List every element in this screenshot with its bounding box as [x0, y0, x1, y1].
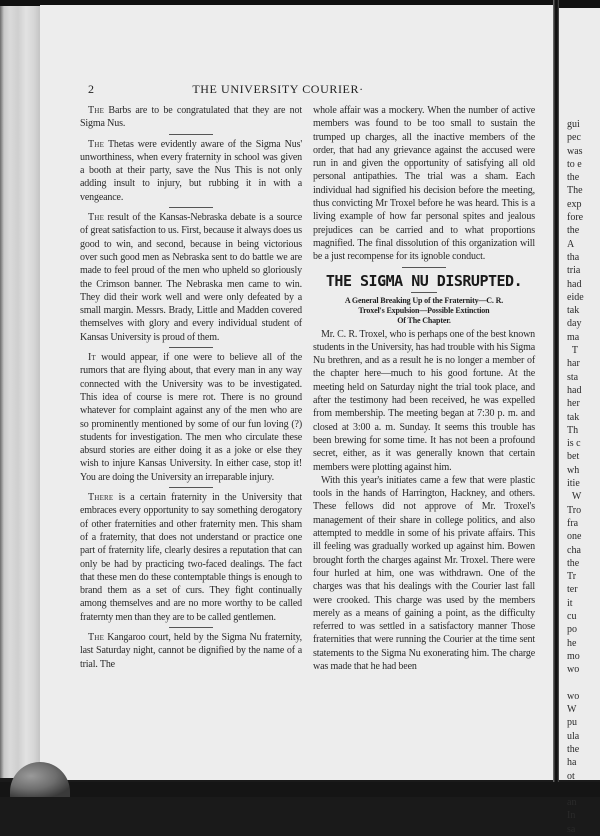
adjacent-page: [559, 8, 600, 835]
adjacent-line-fragment: wo: [567, 690, 580, 702]
adjacent-line-fragment: an: [567, 797, 577, 809]
adjacent-line-fragment: ma: [567, 331, 580, 343]
adjacent-line-fragment: the: [567, 557, 580, 569]
adjacent-line-fragment: sta: [567, 371, 579, 383]
adjacent-line-fragment: is c: [567, 438, 581, 450]
section-divider: [169, 207, 213, 208]
adjacent-line-fragment: fore: [567, 212, 584, 224]
adjacent-line-fragment: day: [567, 318, 582, 330]
adjacent-line-fragment: to e: [567, 158, 582, 170]
editorial-paragraph: [80, 104, 302, 131]
paragraph-text: would appear, if one were to believe all of the rumors that are flying about, that every man in any way connected with the University was to be investigated. This idea of course is mere rot. There is no ground whatever for complaint against any of the men who are so prominently mentioned by some of our fun loving (?) students for investigation. The men who circulate these absurd stories are either doing it as a joke or else they wish to injure Kansas University. In either case, stop it! You are doing the University an irreparable injury.: [80, 352, 302, 483]
editorial-paragraph: [80, 211, 302, 344]
adjacent-line-fragment: ter: [567, 584, 578, 596]
publication-title: THE UNIVERSITY COURIER·: [192, 82, 364, 96]
paragraph-text: result of the Kansas-Nebraska debate is a source of great satisfaction to us. First, because it always does us good to win, and second, because in being victorious over such good men as Nebraska sent to do battle we are made to feel proud of the men who upheld so gloriously the Crimson banner. The Nebraska men came to win. They did their work well and were only defeated by a small margin. Messrs. Brady, Little and Madden covered themselves with glory and every individual student of Kansas University is proud of them.: [80, 212, 302, 343]
adjacent-line-fragment: Tr: [567, 571, 577, 583]
section-divider: [169, 627, 213, 628]
adjacent-line-fragment: har: [567, 358, 580, 370]
subhead-line: Troxel's Expulsion—Possible Extinction: [358, 305, 490, 315]
adjacent-line-fragment: was: [567, 145, 583, 157]
lead-word: The: [88, 631, 105, 643]
adjacent-line-fragment: ot: [567, 770, 575, 782]
adjacent-line-fragment: A: [567, 238, 575, 250]
lead-word: It: [88, 352, 97, 364]
adjacent-line-fragment: tha: [567, 251, 580, 263]
running-head: [48, 82, 508, 96]
right-column: [313, 104, 535, 673]
section-divider: [169, 134, 213, 135]
adjacent-line-fragment: had: [567, 384, 582, 396]
article-headline: THE SIGMA NU DISRUPTED.: [325, 271, 523, 290]
continued-paragraph: whole affair was a mockery. When the number of active members was found to be too small to sustain the trumped up charges, all the inactive members of the order, that had any grievance against the accused were run in and given the opportunity of satisfying all old personal antipathies. The trial was a sham. Each individual had signified his decision before the meeting, thus convicting Mr Troxel before he was heard. This is a living example of how far personal spites and jealous prejudices can be carried and to what proportions magnified. The final dissolution of this organization will be a just recompense for its ignoble conduct.: [313, 105, 535, 263]
adjacent-line-fragment: one: [567, 531, 582, 543]
headline-divider: [411, 292, 437, 293]
adjacent-line-fragment: wh: [567, 464, 580, 476]
lead-word: The: [88, 138, 105, 150]
editorial-paragraph: [80, 631, 302, 671]
adjacent-line-fragment: The: [567, 185, 583, 197]
adjacent-line-fragment: it: [567, 597, 573, 609]
adjacent-line-fragment: bet: [567, 451, 580, 463]
editorial-paragraph: [80, 138, 302, 204]
adjacent-line-fragment: Th: [567, 424, 579, 436]
adjacent-line-fragment: wo: [567, 664, 580, 676]
section-divider: [169, 347, 213, 348]
section-divider: [169, 487, 213, 488]
adjacent-page-text: [567, 118, 584, 836]
paragraph-text: Barbs are to be congratulated that they are not Sigma Nus.: [80, 105, 302, 130]
adjacent-line-fragment: tak: [567, 305, 580, 317]
adjacent-line-fragment: fra: [567, 517, 579, 529]
lead-word: There: [88, 492, 114, 504]
adjacent-line-fragment: pu: [567, 717, 577, 729]
article-paragraph: With this year's initiates came a few that were plastic tools in the hands of Harrington, Hackney, and others. These fellows did not approve of Mr. Troxel's management of their share in college politics, and also attempted to meddle in some of his private affairs. This ill feeling was gradually worked up against him. Bowen brought forth the charges against Mr. Troxel. There were four hurled at him, one was withdrawn. One of the charges was that his dealings with the Courier last fall were crooked. This charge was used by the members merely as a means of gaining a point, as the difficulty referred to was settled in a satisfactory manner Those fraternities that were running the Courier at the time sent statements to the Sigma Nu exonerating him. The charge was made that he had been: [313, 474, 535, 672]
adjacent-line-fragment: tak: [567, 411, 580, 423]
scan-bottom-shadow: [0, 782, 600, 797]
adjacent-line-fragment: the: [567, 225, 580, 237]
adjacent-line-fragment: [567, 676, 584, 689]
adjacent-line-fragment: itie: [567, 478, 580, 490]
adjacent-line-fragment: he: [567, 637, 577, 649]
adjacent-line-fragment: cha: [567, 544, 581, 556]
adjacent-line-fragment: sa: [567, 823, 576, 835]
adjacent-line-fragment: ula: [567, 730, 580, 742]
adjacent-line-fragment: mo: [567, 650, 580, 662]
paragraph-text: Kangaroo court, held by the Sigma Nu fraternity, last Saturday night, cannot be dignified by the name of a trial. The: [80, 631, 302, 670]
article-paragraph: Mr. C. R. Troxel, who is perhaps one of the best known students in the University, has had trouble with his Sigma Nu brethren, and as a result he is no longer a member of the chapter here—much to his good fortune. At the meeting held on Saturday night the trial took place, and after the testimony had been received, he was expelled from membership. The meeting began at 7:30 p. m. and closed at 3:00 a. m. Sunday. It seems this trouble has been brewing for some time. It has not been a profound secret, either, as it was generally known that certain members were plotting against him.: [313, 328, 535, 473]
editorial-paragraph: [80, 351, 302, 484]
left-column: [80, 104, 302, 671]
adjacent-line-fragment: tria: [567, 265, 581, 277]
adjacent-line-fragment: her: [567, 398, 580, 410]
adjacent-line-fragment: the: [567, 172, 580, 184]
subhead-line: A General Breaking Up of the Fraternity—C. R.: [344, 295, 504, 305]
adjacent-line-fragment: W: [567, 704, 577, 716]
adjacent-line-fragment: po: [567, 624, 577, 636]
section-divider: [402, 267, 446, 268]
book-page-stack-edge: [0, 6, 40, 778]
adjacent-line-fragment: ha: [567, 757, 577, 769]
adjacent-line-fragment: pec: [567, 132, 581, 144]
paragraph-text: is a certain fraternity in the University that embraces every opportunity to say something derogatory of other fraternities and other fraternity men. This sham of a fraternity, that does not understand or practice one part of fraternity life, clearly desires a reputation that can only be had by practicing two-faced dealings. The fact that these men do these contemptable things is enough to brand them as a set of curs. They fight continually among themselves and are no more worthy to be called fraternty men than they are to be called gentlemen.: [80, 492, 302, 623]
subhead-line: Of The Chapter.: [397, 315, 451, 325]
adjacent-line-fragment: Tro: [567, 504, 582, 516]
paragraph-text: Thetas were evidently aware of the Sigma Nus' unworthiness, when every fraternity in school was given a booth at their party, save the Nus This is not only adding insult to injury, but rubbing it in with a vengeance.: [80, 138, 302, 203]
lead-word: The: [88, 212, 105, 224]
adjacent-line-fragment: W: [567, 491, 582, 503]
adjacent-line-fragment: In: [567, 810, 576, 822]
adjacent-line-fragment: eide: [567, 291, 584, 303]
adjacent-line-fragment: gui: [567, 119, 580, 130]
page-number: 2: [88, 82, 95, 96]
adjacent-line-fragment: had: [567, 278, 582, 290]
adjacent-line-fragment: T: [567, 345, 578, 357]
adjacent-line-fragment: exp: [567, 198, 582, 210]
lead-word: The: [88, 105, 105, 116]
adjacent-line-fragment: cu: [567, 610, 577, 622]
editorial-paragraph: [80, 491, 302, 624]
adjacent-line-fragment: the: [567, 743, 580, 755]
article-subhead: [313, 296, 535, 326]
